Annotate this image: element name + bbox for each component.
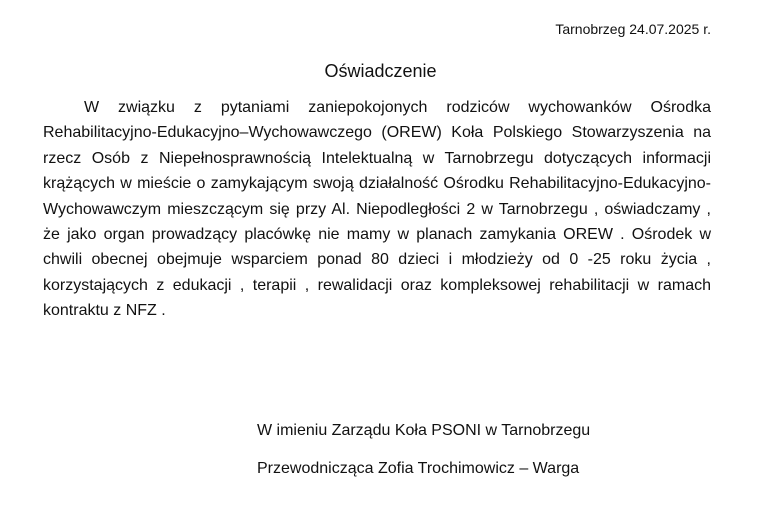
signature-organization: W imieniu Zarządu Koła PSONI w Tarnobrzegu xyxy=(257,422,591,439)
statement-body: W związku z pytaniami zaniepokojonych rodziców wychowanków Ośrodka Rehabilitacyjno-Edukacyjno–Wychowawczego (OREW) Koła Polskiego Stowarzyszenia na rzecz Osób z Niepełnosprawnością Intelektualną w Tarnobrzegu dotyczących informacji krążących w mieście o zamykającym swoją działalność Ośrodku Rehabilitacyjno-Edukacyjno- Wychowawczym mieszczącym się przy Al. Niepodległości 2 w Tarnobrzegu , oświadczamy , że jako organ prowadzący placówkę nie mamy w planach zamykania OREW . Ośrodek w chwili obecnej obejmuje wsparciem ponad 80 dzieci i młodzieży od 0 -25 roku życia , korzystających z edukacji , terapii , rewalidacji oraz kompleksowej rehabilitacji w ramach kontraktu z NFZ . xyxy=(43,99,711,320)
place-date: Tarnobrzeg 24.07.2025 r. xyxy=(555,21,711,37)
document-title: Oświadczenie xyxy=(324,61,437,81)
signature-name: Przewodnicząca Zofia Trochimowicz – Warga xyxy=(257,460,580,477)
